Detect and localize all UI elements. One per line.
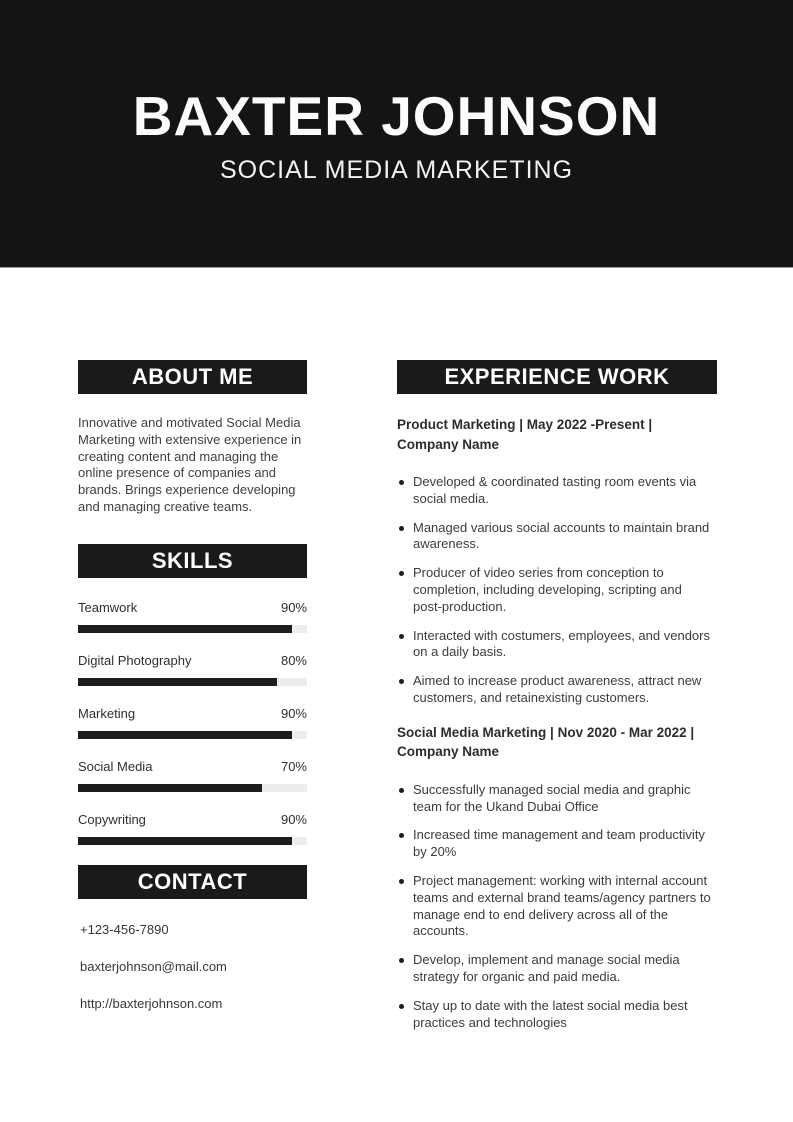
about-text: Innovative and motivated Social Media Marketing with extensive experience in creating content and managing the online presence of companies and brands. Brings experience developing and managing creative teams. bbox=[78, 415, 302, 514]
bullet-text: Producer of video series from conception to completion, including developing, scripting and post-production. bbox=[413, 565, 682, 614]
skill-bar-fill bbox=[78, 678, 277, 686]
skill-label: Teamwork bbox=[78, 599, 138, 615]
skill-row bbox=[78, 706, 307, 739]
bullet-dot-icon bbox=[399, 526, 404, 531]
bullet-dot-icon bbox=[399, 879, 404, 884]
contact-list bbox=[78, 922, 307, 1011]
skills-list bbox=[78, 600, 307, 845]
skill-bar-track bbox=[78, 678, 307, 686]
bullet-text: Developed & coordinated tasting room events via social media. bbox=[413, 474, 697, 506]
skills-section-header bbox=[78, 544, 307, 578]
experience-section-title: EXPERIENCE WORK bbox=[444, 364, 670, 389]
experience-jobs bbox=[397, 415, 717, 1031]
bullet-dot-icon bbox=[399, 571, 404, 576]
job-heading: Product Marketing | May 2022 -Present | Company Name bbox=[397, 417, 653, 452]
bullet-text: Develop, implement and manage social media strategy for organic and paid media. bbox=[413, 952, 680, 984]
skill-row bbox=[78, 759, 307, 792]
contact-email: baxterjohnson@mail.com bbox=[80, 958, 227, 974]
experience-section-header bbox=[397, 360, 717, 394]
bullet-text: Interacted with costumers, employees, and vendors on a daily basis. bbox=[413, 627, 710, 660]
about-section-header bbox=[78, 360, 307, 394]
bullet-text: Aimed to increase product awareness, attract new customers, and retainexisting customers. bbox=[413, 673, 702, 705]
about-section-title: ABOUT ME bbox=[131, 364, 254, 389]
skill-bar-fill bbox=[78, 731, 292, 739]
bullet-dot-icon bbox=[399, 833, 404, 838]
skill-bar-track bbox=[78, 731, 307, 739]
skill-percent: 80% bbox=[280, 652, 307, 668]
skill-row bbox=[78, 812, 307, 845]
bullet-text: Stay up to date with the latest social media best practices and technologies bbox=[413, 997, 688, 1030]
skill-percent: 90% bbox=[280, 811, 307, 827]
person-name: BAXTER JOHNSON bbox=[132, 85, 661, 147]
skill-bar-fill bbox=[78, 625, 292, 633]
header-banner bbox=[0, 0, 793, 268]
bullet-item bbox=[397, 782, 717, 816]
skill-percent: 90% bbox=[280, 599, 307, 615]
right-column bbox=[397, 360, 717, 1043]
bullet-item bbox=[397, 827, 717, 861]
skill-label: Marketing bbox=[78, 705, 136, 721]
skill-row bbox=[78, 600, 307, 633]
person-title: SOCIAL MEDIA MARKETING bbox=[219, 155, 574, 184]
bullet-dot-icon bbox=[399, 679, 404, 684]
left-column bbox=[78, 360, 307, 1033]
skill-label: Digital Photography bbox=[78, 652, 192, 668]
job-heading: Social Media Marketing | Nov 2020 - Mar 2022 | Company Name bbox=[397, 724, 695, 760]
bullet-item bbox=[397, 673, 717, 707]
skill-bar-fill bbox=[78, 837, 292, 845]
bullet-text: Successfully managed social media and graphic team for the Ukand Dubai Office bbox=[413, 781, 691, 814]
bullet-item bbox=[397, 952, 717, 986]
job-entry bbox=[397, 415, 717, 707]
bullet-item bbox=[397, 520, 717, 554]
bullet-item bbox=[397, 998, 717, 1032]
skill-bar-track bbox=[78, 625, 307, 633]
skill-bar-track bbox=[78, 837, 307, 845]
bullet-dot-icon bbox=[399, 958, 404, 963]
skill-label: Social Media bbox=[78, 758, 153, 774]
skill-percent: 90% bbox=[280, 705, 307, 721]
bullet-dot-icon bbox=[399, 788, 404, 793]
bullet-item bbox=[397, 565, 717, 615]
bullet-text: Increased time management and team productivity by 20% bbox=[413, 827, 705, 860]
bullet-item bbox=[397, 474, 717, 508]
bullet-text: Managed various social accounts to maintain brand awareness. bbox=[413, 519, 710, 552]
skill-percent: 70% bbox=[280, 758, 307, 774]
skill-row bbox=[78, 653, 307, 686]
skill-bar-fill bbox=[78, 784, 262, 792]
skill-label: Copywriting bbox=[78, 811, 146, 827]
contact-website: http://baxterjohnson.com bbox=[80, 995, 223, 1011]
job-entry bbox=[397, 723, 717, 1032]
skills-section-title: SKILLS bbox=[151, 547, 234, 573]
job-bullet-list bbox=[397, 474, 717, 707]
contact-phone: +123-456-7890 bbox=[80, 921, 169, 937]
bullet-item bbox=[397, 628, 717, 662]
bullet-dot-icon bbox=[399, 480, 404, 485]
bullet-dot-icon bbox=[399, 1004, 404, 1009]
bullet-item bbox=[397, 873, 717, 940]
contact-section-title: CONTACT bbox=[137, 868, 248, 894]
skill-bar-track bbox=[78, 784, 307, 792]
job-bullet-list bbox=[397, 782, 717, 1032]
contact-section-header bbox=[78, 865, 307, 899]
bullet-dot-icon bbox=[399, 634, 404, 639]
bullet-text: Project management: working with internal account teams and external brand teams/agency partners to manage end to end delivery across all of the accounts. bbox=[413, 872, 711, 939]
